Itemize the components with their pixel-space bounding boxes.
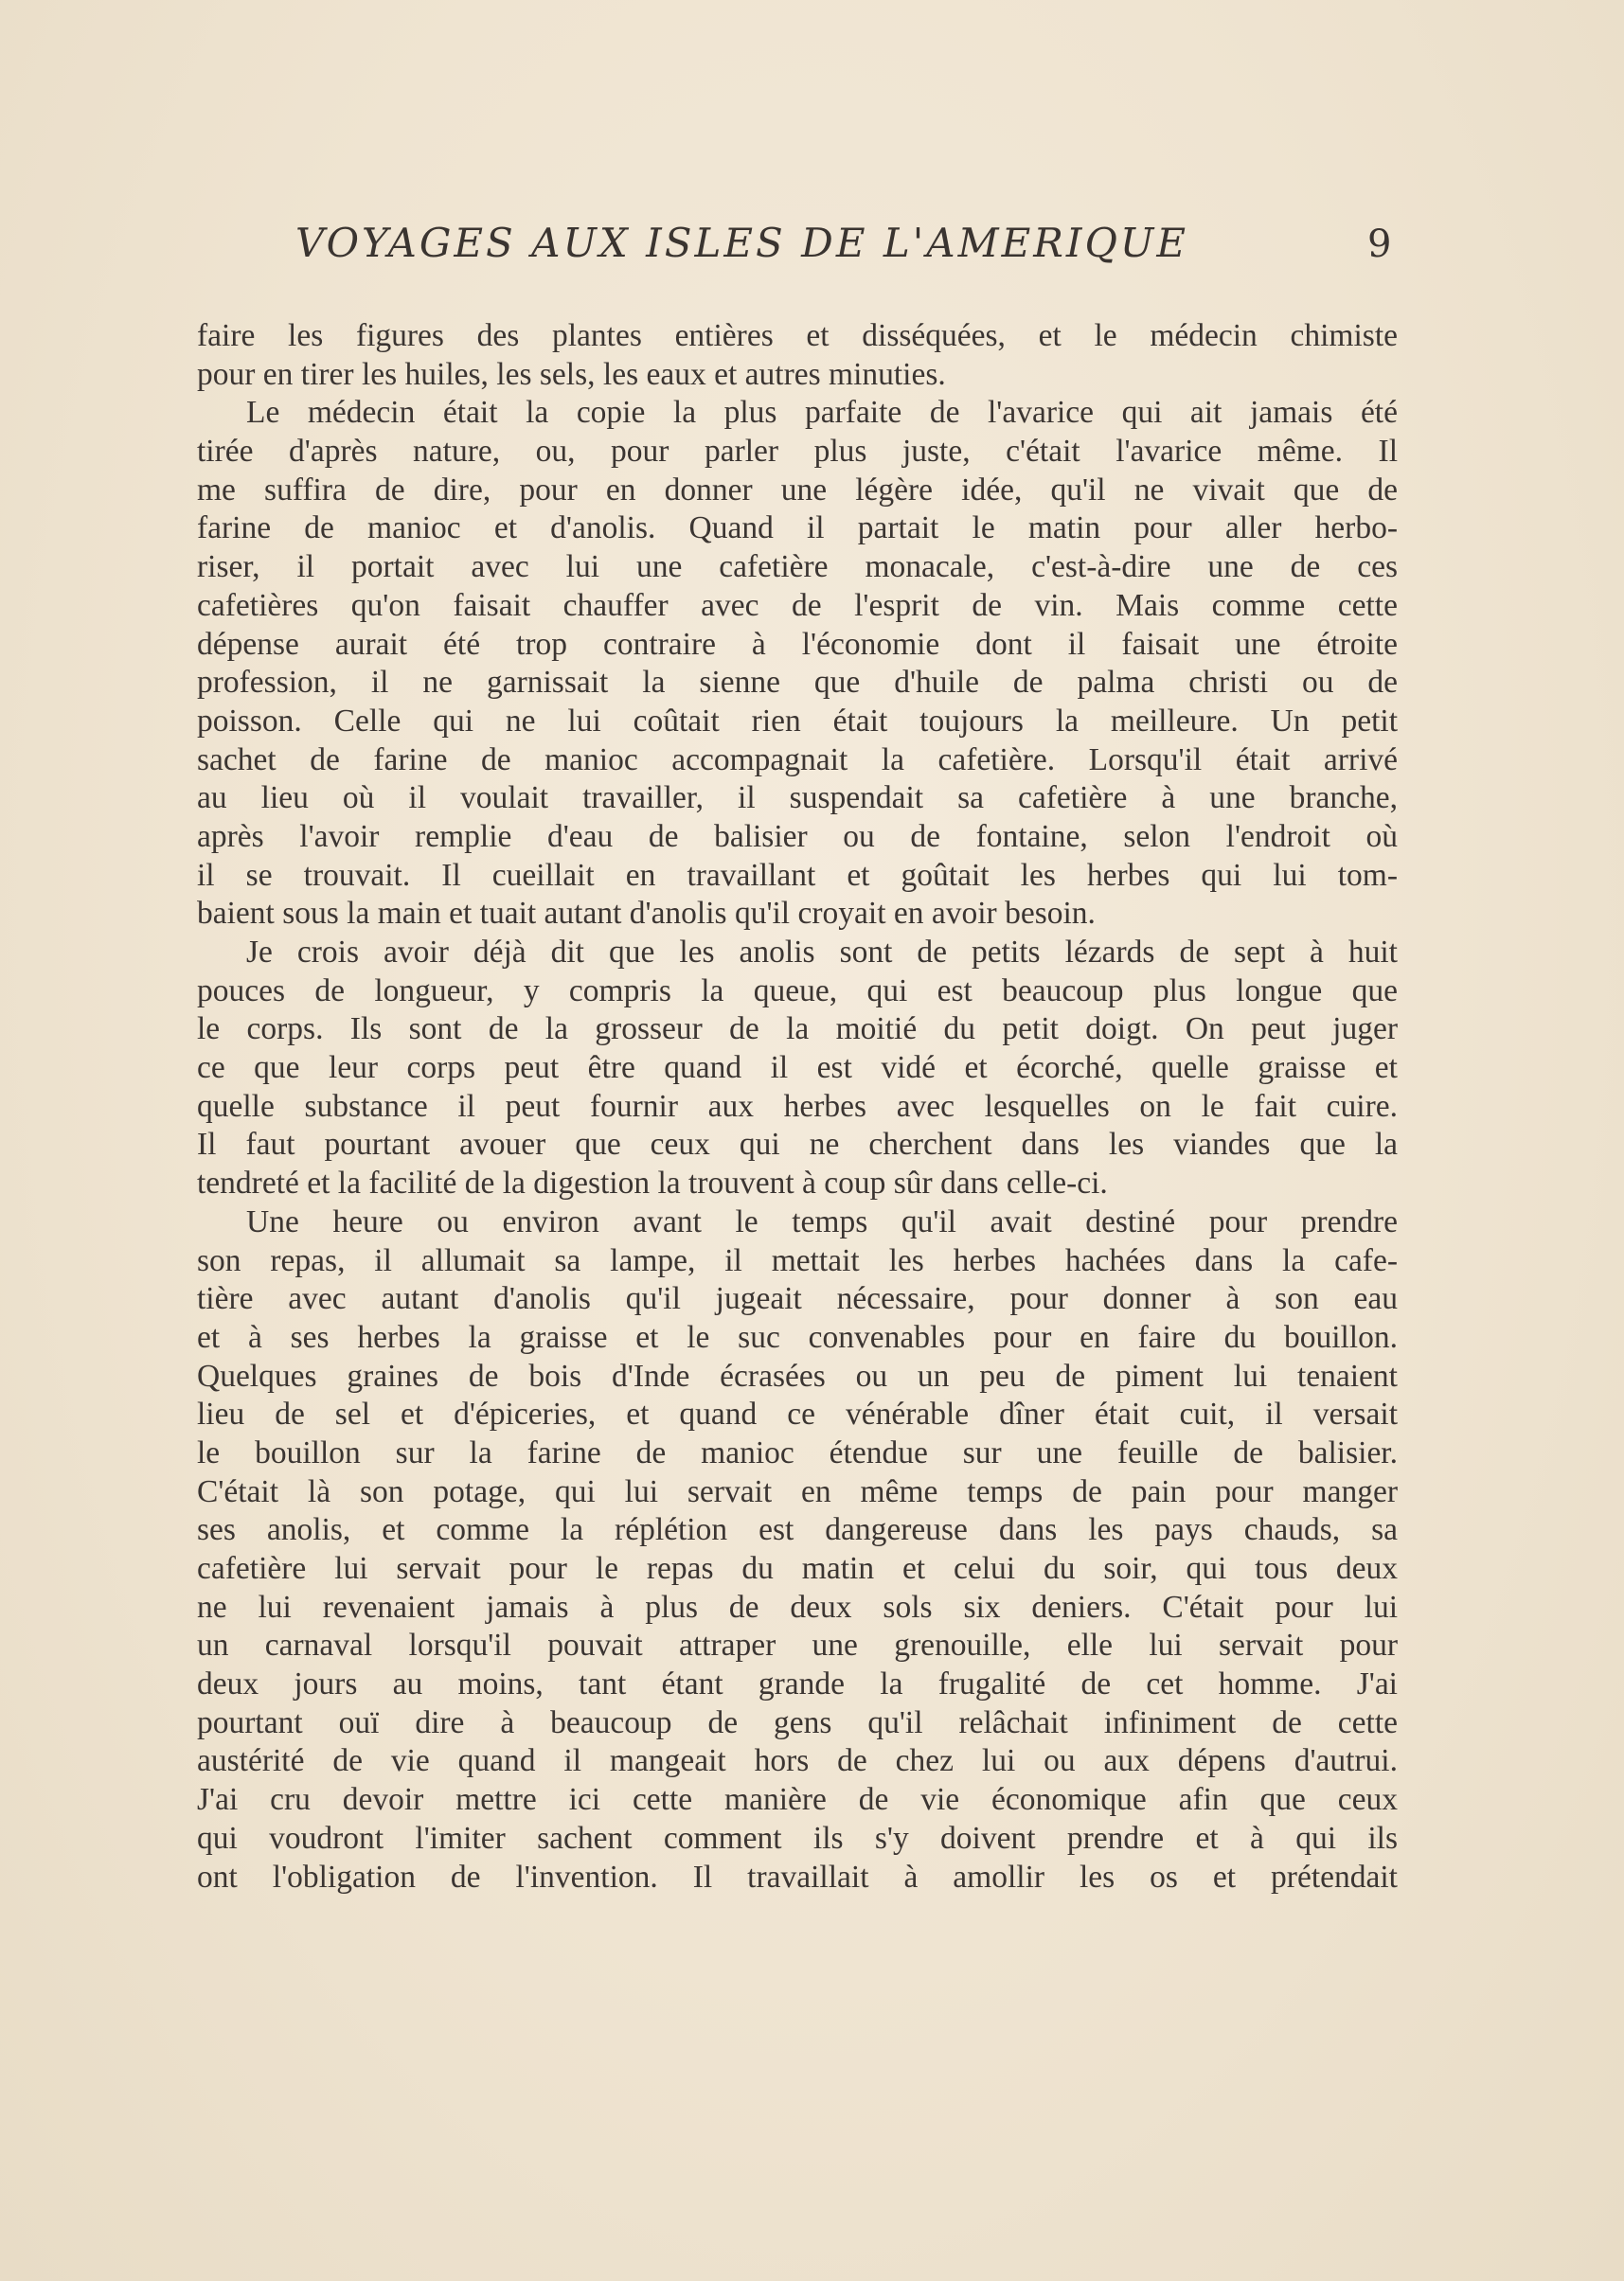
text-line: deux jours au moins, tant étant grande la frugalité de cet homme. J'ai	[197, 1666, 1398, 1702]
text-line: le corps. Ils sont de la grosseur de la moitié du petit doigt. On peut juger	[197, 1011, 1398, 1047]
text-line: sachet de farine de manioc accompagnait la cafetière. Lorsqu'il était arrivé	[197, 741, 1398, 777]
text-line: J'ai cru devoir mettre ici cette manière de vie économique afin que ceux	[197, 1782, 1398, 1818]
text-line: tirée d'après nature, ou, pour parler plus juste, c'était l'avarice même. Il	[197, 434, 1398, 470]
text-line: cafetière lui servait pour le repas du matin et celui du soir, qui tous deux	[197, 1551, 1398, 1586]
text-line: au lieu où il voulait travailler, il suspendait sa cafetière à une branche,	[197, 780, 1398, 816]
text-line: austérité de vie quand il mangeait hors de chez lui ou aux dépens d'autrui.	[197, 1743, 1398, 1779]
text-line: qui voudront l'imiter sachent comment ils s'y doivent prendre et à qui ils	[197, 1820, 1398, 1856]
text-line: il se trouvait. Il cueillait en travaillant et goûtait les herbes qui lui tom-	[197, 857, 1398, 893]
text-line: ses anolis, et comme la réplétion est dangereuse dans les pays chauds, sa	[197, 1512, 1398, 1548]
running-head	[0, 210, 1624, 276]
text-line: Quelques graines de bois d'Inde écrasées ou un peu de piment lui tenaient	[197, 1358, 1398, 1394]
text-line: son repas, il allumait sa lampe, il mettait les herbes hachées dans la cafe-	[197, 1242, 1398, 1278]
text-line: pouces de longueur, y compris la queue, qui est beaucoup plus longue que	[197, 972, 1398, 1008]
text-line: ne lui revenaient jamais à plus de deux sols six deniers. C'était pour lui	[197, 1589, 1398, 1625]
text-line: farine de manioc et d'anolis. Quand il partait le matin pour aller herbo-	[197, 510, 1398, 546]
text-line: tendreté et la facilité de la digestion la trouvent à coup sûr dans celle-ci.	[197, 1166, 1108, 1202]
text-line: le bouillon sur la farine de manioc étendue sur une feuille de balisier.	[197, 1435, 1398, 1470]
text-line: tière avec autant d'anolis qu'il jugeait nécessaire, pour donner à son eau	[197, 1281, 1398, 1317]
text-line: ce que leur corps peut être quand il est vidé et écorché, quelle graisse et	[197, 1050, 1398, 1086]
text-line: me suffira de dire, pour en donner une légère idée, qu'il ne vivait que de	[197, 472, 1398, 508]
text-line: C'était là son potage, qui lui servait en même temps de pain pour manger	[197, 1473, 1398, 1509]
running-title: VOYAGES AUX ISLES DE L'AMERIQUE	[295, 220, 1188, 266]
page-number: 9	[1367, 223, 1392, 266]
text-line: profession, il ne garnissait la sienne que d'huile de palma christi ou de	[197, 665, 1398, 701]
text-line: Une heure ou environ avant le temps qu'il avait destiné pour prendre	[246, 1203, 1398, 1239]
text-line: Le médecin était la copie la plus parfaite de l'avarice qui ait jamais été	[246, 395, 1398, 431]
text-line: après l'avoir remplie d'eau de balisier ou de fontaine, selon l'endroit où	[197, 818, 1398, 854]
text-line: pourtant ouï dire à beaucoup de gens qu'il relâchait infiniment de cette	[197, 1704, 1398, 1740]
text-line: poisson. Celle qui ne lui coûtait rien était toujours la meilleure. Un petit	[197, 703, 1398, 739]
text-line: quelle substance il peut fournir aux herbes avec lesquelles on le fait cuire.	[197, 1088, 1398, 1124]
text-line: et à ses herbes la graisse et le suc convenables pour en faire du bouillon.	[197, 1319, 1398, 1355]
body-text	[197, 317, 1398, 1897]
text-line: dépense aurait été trop contraire à l'économie dont il faisait une étroite	[197, 626, 1398, 662]
text-line: ont l'obligation de l'invention. Il travaillait à amollir les os et prétendait	[197, 1859, 1398, 1895]
text-line: faire les figures des plantes entières et disséquées, et le médecin chimiste	[197, 318, 1398, 353]
text-line: riser, il portait avec lui une cafetière monacale, c'est-à-dire une de ces	[197, 549, 1398, 585]
text-line: Je crois avoir déjà dit que les anolis sont de petits lézards de sept à huit	[246, 935, 1398, 970]
text-line: cafetières qu'on faisait chauffer avec de l'esprit de vin. Mais comme cette	[197, 587, 1398, 623]
text-line: baient sous la main et tuait autant d'anolis qu'il croyait en avoir besoin.	[197, 896, 1096, 932]
text-line: un carnaval lorsqu'il pouvait attraper une grenouille, elle lui servait pour	[197, 1628, 1398, 1664]
text-line: lieu de sel et d'épiceries, et quand ce vénérable dîner était cuit, il versait	[197, 1397, 1398, 1433]
text-line: Il faut pourtant avouer que ceux qui ne cherchent dans les viandes que la	[197, 1127, 1398, 1163]
text-line: pour en tirer les huiles, les sels, les eaux et autres minuties.	[197, 356, 946, 392]
